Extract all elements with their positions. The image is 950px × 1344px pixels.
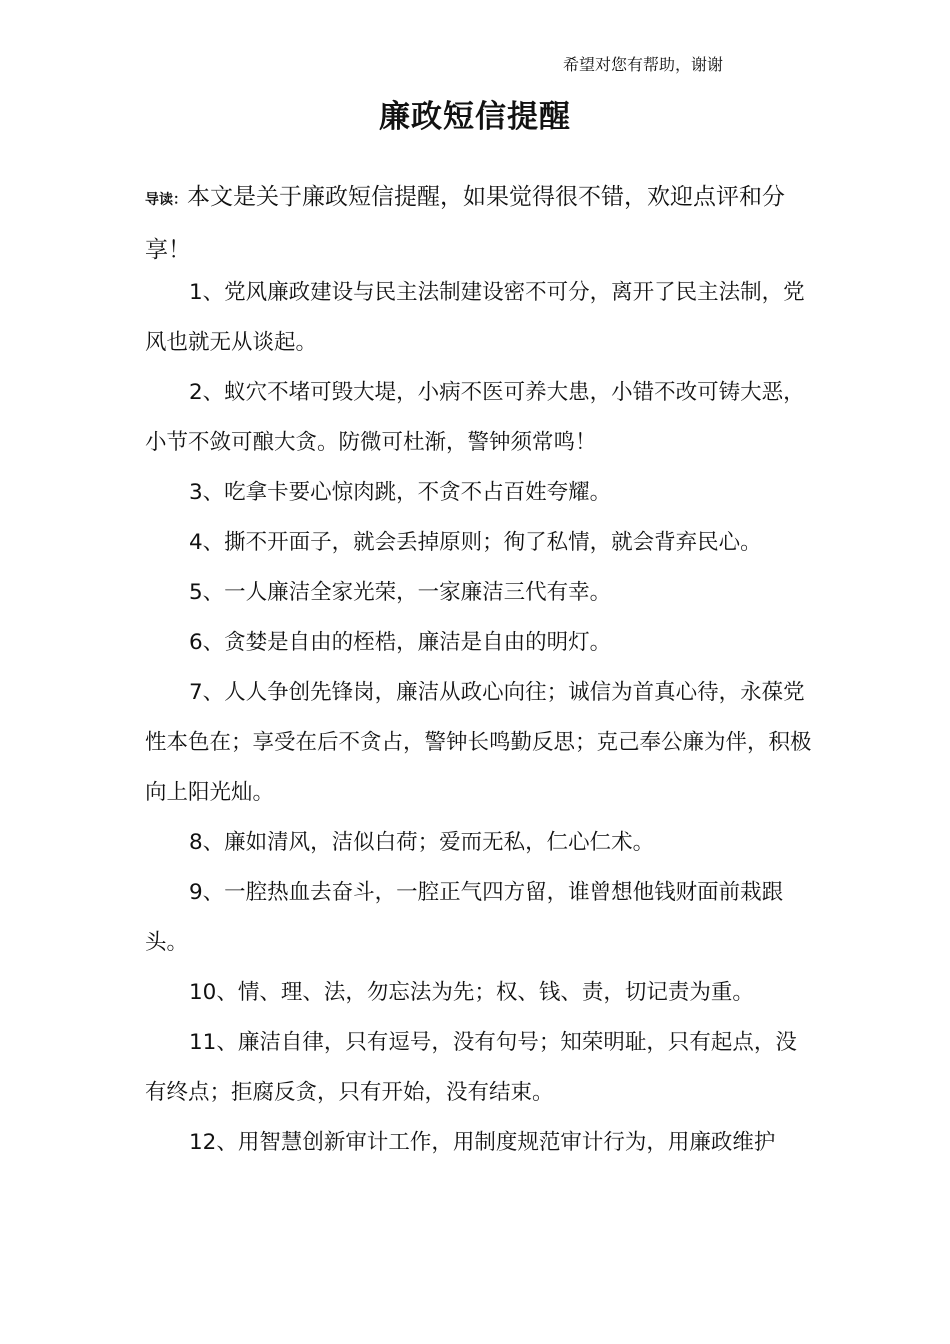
list-item: 6、贪婪是自由的桎梏，廉洁是自由的明灯。 bbox=[189, 630, 612, 655]
list-item: 9、一腔热血去奋斗，一腔正气四方留，谁曾想他钱财面前栽跟头。 bbox=[145, 880, 784, 955]
list-item: 10、情、理、法，勿忘法为先；权、钱、责，切记责为重。 bbox=[189, 980, 754, 1005]
header-note: 希望对您有帮助，谢谢 bbox=[563, 55, 724, 74]
intro-label: 导读： bbox=[145, 192, 187, 208]
list-item: 5、一人廉洁全家光荣，一家廉洁三代有幸。 bbox=[189, 580, 612, 605]
list-item: 12、用智慧创新审计工作，用制度规范审计行为，用廉政维护 bbox=[189, 1130, 776, 1155]
list-item: 3、吃拿卡要心惊肉跳，不贪不占百姓夸耀。 bbox=[189, 480, 612, 505]
list-item: 2、蚁穴不堵可毁大堤，小病不医可养大患，小错不改可铸大恶，小节不敛可酿大贪。防微可杜渐，警钟须常鸣！ bbox=[145, 380, 805, 455]
slogan-list bbox=[145, 268, 813, 1168]
intro-text: 本文是关于廉政短信提醒，如果觉得很不错，欢迎点评和分享！ bbox=[145, 184, 785, 263]
list-item: 8、廉如清风，洁似白荷；爱而无私，仁心仁术。 bbox=[189, 830, 655, 855]
list-item: 11、廉洁自律，只有逗号，没有句号；知荣明耻，只有起点，没有终点；拒腐反贪，只有开始，没有结束。 bbox=[145, 1030, 797, 1105]
list-item: 1、党风廉政建设与民主法制建设密不可分，离开了民主法制，党风也就无从谈起。 bbox=[145, 280, 805, 355]
list-item: 4、撕不开面子，就会丢掉原则；徇了私情，就会背弃民心。 bbox=[189, 530, 762, 555]
intro-paragraph bbox=[145, 172, 813, 275]
document-title: 廉政短信提醒 bbox=[379, 99, 571, 135]
list-item: 7、人人争创先锋岗，廉洁从政心向往；诚信为首真心待，永葆党性本色在；享受在后不贪占，警钟长鸣勤反思；克己奉公廉为伴，积极向上阳光灿。 bbox=[145, 680, 812, 805]
